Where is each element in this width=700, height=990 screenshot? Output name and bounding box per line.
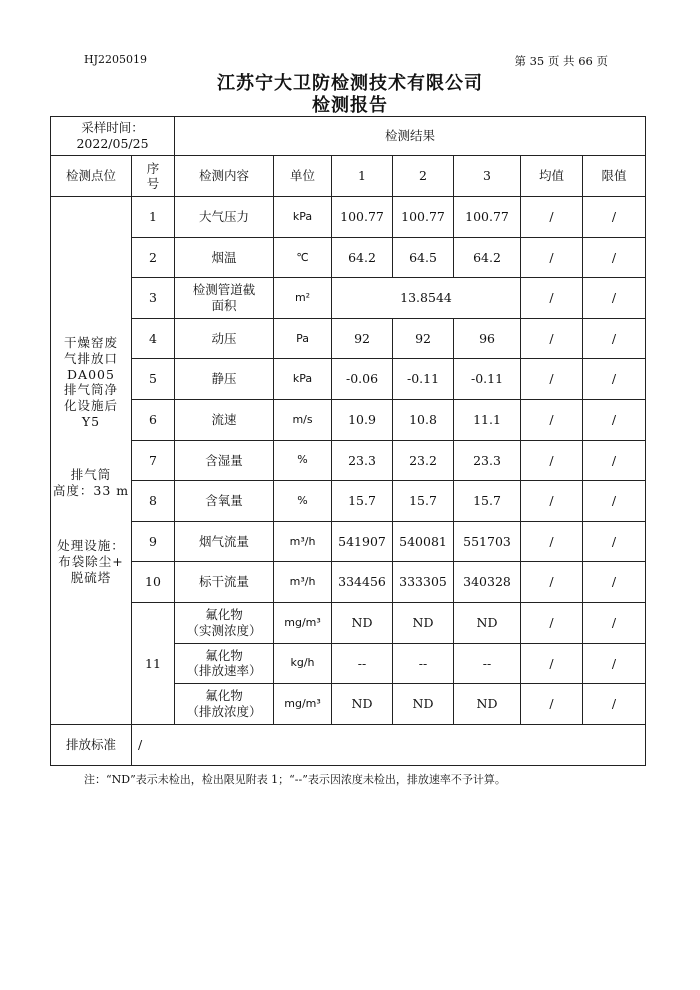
seq-cell: 10 (132, 562, 175, 603)
standard-label: 排放标准 (51, 724, 132, 765)
limit-cell: / (583, 440, 646, 481)
item-cell: 烟气流量 (175, 521, 274, 562)
item-cell: 动压 (175, 318, 274, 359)
value-3: 340328 (454, 562, 521, 603)
avg-cell: / (521, 602, 583, 643)
value-1: 64.2 (332, 237, 393, 278)
col-item: 检测内容 (175, 156, 274, 197)
seq-cell: 8 (132, 481, 175, 522)
value-3: 100.77 (454, 197, 521, 238)
value-1: ND (332, 602, 393, 643)
table-row (51, 440, 646, 481)
table-row (51, 237, 646, 278)
value-2: 100.77 (393, 197, 454, 238)
table-row (51, 562, 646, 603)
limit-cell: / (583, 521, 646, 562)
item-cell: 烟温 (175, 237, 274, 278)
unit-cell: mg/m³ (274, 602, 332, 643)
table-row (51, 399, 646, 440)
standard-row (51, 724, 646, 765)
limit-cell: / (583, 399, 646, 440)
value-3: ND (454, 684, 521, 725)
avg-cell: / (521, 399, 583, 440)
limit-cell: / (583, 278, 646, 319)
unit-cell: m³/h (274, 562, 332, 603)
col-avg: 均值 (521, 156, 583, 197)
col-1: 1 (332, 156, 393, 197)
item-cell: 含湿量 (175, 440, 274, 481)
item-cell: 静压 (175, 359, 274, 400)
value-3: ND (454, 602, 521, 643)
col-2: 2 (393, 156, 454, 197)
limit-cell: / (583, 602, 646, 643)
limit-cell: / (583, 359, 646, 400)
unit-cell: kPa (274, 197, 332, 238)
standard-value: / (132, 724, 646, 765)
col-limit: 限值 (583, 156, 646, 197)
value-1: -- (332, 643, 393, 684)
unit-cell: m³/h (274, 521, 332, 562)
limit-cell: / (583, 237, 646, 278)
avg-cell: / (521, 521, 583, 562)
sampling-label: 采样时间： (81, 120, 144, 136)
item-cell: 氟化物 （排放浓度） (175, 684, 274, 725)
item-cell: 氟化物 （排放速率） (175, 643, 274, 684)
avg-cell: / (521, 278, 583, 319)
results-table (50, 116, 646, 766)
avg-cell: / (521, 318, 583, 359)
avg-cell: / (521, 197, 583, 238)
seq-cell: 4 (132, 318, 175, 359)
seq-cell: 7 (132, 440, 175, 481)
table-row (51, 278, 646, 319)
avg-cell: / (521, 684, 583, 725)
avg-cell: / (521, 481, 583, 522)
location-cell: 干燥窑废 气排放口 DA005 排气筒净 化设施后 Y5 排气筒 高度：33 m 处理设施： 布袋除尘+ 脱硫塔 (51, 197, 132, 725)
value-2: 10.8 (393, 399, 454, 440)
limit-cell: / (583, 643, 646, 684)
avg-cell: / (521, 440, 583, 481)
sampling-date: 2022/05/25 (76, 136, 149, 151)
seq-cell: 2 (132, 237, 175, 278)
value-1: 23.3 (332, 440, 393, 481)
unit-cell: kg/h (274, 643, 332, 684)
value-1: 334456 (332, 562, 393, 603)
table-row (51, 602, 646, 643)
value-1: 92 (332, 318, 393, 359)
item-cell: 大气压力 (175, 197, 274, 238)
avg-cell: / (521, 359, 583, 400)
value-3: 64.2 (454, 237, 521, 278)
value-2: 23.2 (393, 440, 454, 481)
seq-cell: 11 (132, 602, 175, 724)
value-2: 64.5 (393, 237, 454, 278)
col-3: 3 (454, 156, 521, 197)
unit-cell: % (274, 440, 332, 481)
limit-cell: / (583, 481, 646, 522)
table-row (51, 318, 646, 359)
seq-cell: 6 (132, 399, 175, 440)
unit-cell: Pa (274, 318, 332, 359)
value-2: 333305 (393, 562, 454, 603)
value-2: -- (393, 643, 454, 684)
results-header: 检测结果 (175, 117, 646, 156)
value-1: -0.06 (332, 359, 393, 400)
limit-cell: / (583, 684, 646, 725)
limit-cell: / (583, 562, 646, 603)
seq-cell: 1 (132, 197, 175, 238)
page-number: 第 35 页 共 66 页 (514, 54, 608, 68)
value-2: ND (393, 684, 454, 725)
value-1: 100.77 (332, 197, 393, 238)
value-2: ND (393, 602, 454, 643)
value-3: 15.7 (454, 481, 521, 522)
seq-cell: 5 (132, 359, 175, 400)
value-2: -0.11 (393, 359, 454, 400)
value-2: 540081 (393, 521, 454, 562)
item-cell: 检测管道截面积 (175, 278, 274, 319)
avg-cell: / (521, 237, 583, 278)
report-title: 检测报告 (312, 95, 388, 116)
value-3: -0.11 (454, 359, 521, 400)
sampling-time-cell (51, 117, 175, 156)
avg-cell: / (521, 562, 583, 603)
value-3: 11.1 (454, 399, 521, 440)
value-3: 23.3 (454, 440, 521, 481)
value-2: 15.7 (393, 481, 454, 522)
table-row (51, 521, 646, 562)
item-cell: 含氧量 (175, 481, 274, 522)
unit-cell: kPa (274, 359, 332, 400)
unit-cell: mg/m³ (274, 684, 332, 725)
limit-cell: / (583, 197, 646, 238)
value-3: 551703 (454, 521, 521, 562)
item-cell: 流速 (175, 399, 274, 440)
company-name: 江苏宁大卫防检测技术有限公司 (217, 73, 483, 94)
unit-cell: ℃ (274, 237, 332, 278)
col-unit: 单位 (274, 156, 332, 197)
item-cell: 氟化物 （实测浓度） (175, 602, 274, 643)
merged-value: 13.8544 (332, 278, 521, 319)
avg-cell: / (521, 643, 583, 684)
value-3: 96 (454, 318, 521, 359)
table-row (51, 481, 646, 522)
table-row (51, 359, 646, 400)
header-row-sampling (51, 117, 646, 156)
report-id: HJ2205019 (84, 53, 147, 66)
unit-cell: m/s (274, 399, 332, 440)
value-1: 15.7 (332, 481, 393, 522)
seq-cell: 9 (132, 521, 175, 562)
col-seq: 序号 (132, 156, 175, 197)
value-3: -- (454, 643, 521, 684)
value-1: ND (332, 684, 393, 725)
seq-cell: 3 (132, 278, 175, 319)
column-header-row (51, 156, 646, 197)
unit-cell: % (274, 481, 332, 522)
unit-cell: m² (274, 278, 332, 319)
value-2: 92 (393, 318, 454, 359)
value-1: 541907 (332, 521, 393, 562)
col-point: 检测点位 (51, 156, 132, 197)
footnote: 注：“ND”表示未检出，检出限见附表 1；“--”表示因浓度未检出，排放速率不予计算。 (84, 773, 506, 786)
limit-cell: / (583, 318, 646, 359)
item-cell: 标干流量 (175, 562, 274, 603)
table-row (51, 197, 646, 238)
value-1: 10.9 (332, 399, 393, 440)
